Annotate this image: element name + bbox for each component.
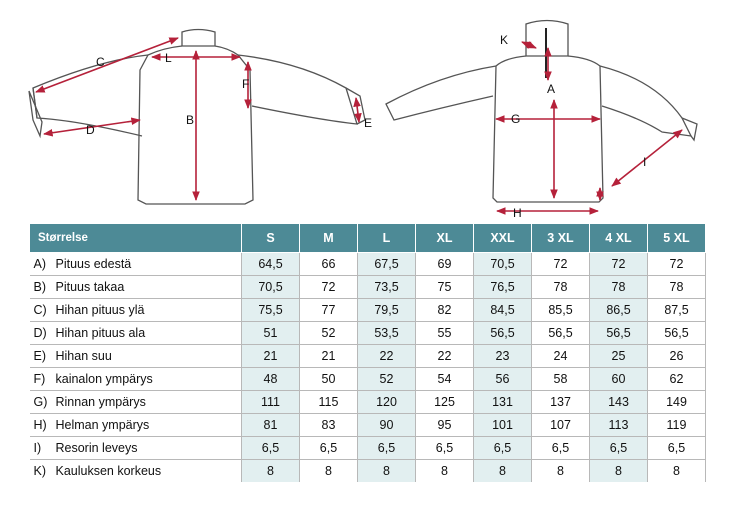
table-cell: 76,5 — [474, 276, 532, 299]
row-measure-name: Resorin leveys — [55, 441, 138, 455]
table-cell: 90 — [358, 414, 416, 437]
row-measure-name: Hihan pituus ylä — [55, 303, 145, 317]
measure-k-line — [522, 42, 536, 48]
measure-i-line — [612, 130, 682, 186]
table-row — [30, 391, 706, 414]
row-letter: B) — [33, 280, 46, 294]
table-cell: 95 — [416, 414, 474, 437]
table-cell: 6,5 — [590, 437, 648, 460]
table-row — [30, 253, 706, 276]
table-cell: 8 — [416, 460, 474, 483]
table-cell: 21 — [300, 345, 358, 368]
table-cell: 143 — [590, 391, 648, 414]
table-cell: 24 — [532, 345, 590, 368]
row-measure-name: Hihan pituus ala — [55, 326, 146, 340]
table-cell: 86,5 — [590, 299, 648, 322]
table-cell: 56,5 — [590, 322, 648, 345]
header-size-5xl: 5 XL — [648, 224, 706, 253]
label-d: D — [86, 123, 95, 137]
table-cell: 115 — [300, 391, 358, 414]
table-cell: 70,5 — [242, 276, 300, 299]
label-i: I — [643, 155, 647, 169]
table-cell: 53,5 — [358, 322, 416, 345]
row-label — [30, 276, 242, 299]
table-cell: 23 — [474, 345, 532, 368]
row-measure-name: Rinnan ympärys — [55, 395, 146, 409]
table-cell: 22 — [358, 345, 416, 368]
table-row — [30, 437, 706, 460]
table-cell: 120 — [358, 391, 416, 414]
table-cell: 72 — [648, 253, 706, 276]
table-cell: 79,5 — [358, 299, 416, 322]
table-cell: 149 — [648, 391, 706, 414]
table-cell: 6,5 — [648, 437, 706, 460]
row-letter: F) — [33, 372, 46, 386]
table-row — [30, 414, 706, 437]
table-cell: 66 — [300, 253, 358, 276]
table-cell: 119 — [648, 414, 706, 437]
table-cell: 72 — [300, 276, 358, 299]
table-row — [30, 276, 706, 299]
table-cell: 6,5 — [416, 437, 474, 460]
label-k: K — [500, 33, 509, 47]
row-letter: C) — [33, 303, 47, 317]
front-measure-lines — [36, 38, 359, 200]
row-measure-name: Pituus takaa — [55, 280, 125, 294]
table-cell: 22 — [416, 345, 474, 368]
table-cell: 62 — [648, 368, 706, 391]
table-cell: 101 — [474, 414, 532, 437]
table-cell: 137 — [532, 391, 590, 414]
table-row — [30, 460, 706, 483]
row-letter: A) — [33, 257, 46, 271]
row-label — [30, 414, 242, 437]
row-letter: H) — [33, 418, 47, 432]
label-f: F — [242, 77, 250, 91]
row-letter: D) — [33, 326, 47, 340]
table-cell: 21 — [242, 345, 300, 368]
label-c: C — [96, 55, 105, 69]
table-cell: 8 — [532, 460, 590, 483]
label-a: A — [547, 82, 556, 96]
table-cell: 6,5 — [358, 437, 416, 460]
table-cell: 54 — [416, 368, 474, 391]
row-label — [30, 460, 242, 483]
table-cell: 60 — [590, 368, 648, 391]
table-cell: 56,5 — [648, 322, 706, 345]
table-cell: 6,5 — [242, 437, 300, 460]
table-cell: 55 — [416, 322, 474, 345]
size-table-header — [30, 224, 706, 253]
table-cell: 131 — [474, 391, 532, 414]
table-cell: 58 — [532, 368, 590, 391]
table-cell: 56 — [474, 368, 532, 391]
table-cell: 70,5 — [474, 253, 532, 276]
header-size-xl: XL — [416, 224, 474, 253]
row-label — [30, 299, 242, 322]
table-cell: 78 — [532, 276, 590, 299]
table-cell: 125 — [416, 391, 474, 414]
header-size-4xl: 4 XL — [590, 224, 648, 253]
table-cell: 26 — [648, 345, 706, 368]
table-cell: 84,5 — [474, 299, 532, 322]
table-cell: 6,5 — [532, 437, 590, 460]
table-cell: 87,5 — [648, 299, 706, 322]
header-size-3xl: 3 XL — [532, 224, 590, 253]
row-letter: E) — [33, 349, 46, 363]
size-chart-table — [29, 223, 706, 482]
table-cell: 8 — [474, 460, 532, 483]
table-cell: 85,5 — [532, 299, 590, 322]
row-letter: G) — [33, 395, 48, 409]
row-label — [30, 322, 242, 345]
table-cell: 75,5 — [242, 299, 300, 322]
label-b: B — [186, 113, 195, 127]
row-letter: I) — [33, 441, 42, 455]
label-g: G — [511, 112, 521, 126]
table-row — [30, 368, 706, 391]
table-cell: 51 — [242, 322, 300, 345]
table-cell: 83 — [300, 414, 358, 437]
row-label — [30, 437, 242, 460]
table-cell: 8 — [242, 460, 300, 483]
row-label — [30, 253, 242, 276]
table-cell: 67,5 — [358, 253, 416, 276]
row-label — [30, 368, 242, 391]
table-cell: 52 — [358, 368, 416, 391]
table-cell: 8 — [590, 460, 648, 483]
size-table-body — [30, 253, 706, 483]
label-e: E — [364, 116, 373, 130]
table-row — [30, 322, 706, 345]
label-l: L — [165, 51, 172, 65]
table-cell: 25 — [590, 345, 648, 368]
table-cell: 6,5 — [474, 437, 532, 460]
table-cell: 72 — [532, 253, 590, 276]
table-cell: 6,5 — [300, 437, 358, 460]
header-size-label: Størrelse — [30, 224, 242, 253]
row-label — [30, 391, 242, 414]
header-size-xxl: XXL — [474, 224, 532, 253]
header-size-s: S — [242, 224, 300, 253]
table-cell: 48 — [242, 368, 300, 391]
table-cell: 52 — [300, 322, 358, 345]
table-cell: 75 — [416, 276, 474, 299]
header-size-m: M — [300, 224, 358, 253]
row-measure-name: Helman ympärys — [55, 418, 150, 432]
table-row — [30, 345, 706, 368]
table-cell: 8 — [300, 460, 358, 483]
garment-diagram — [0, 0, 732, 222]
label-h: H — [513, 206, 522, 220]
measure-c-line — [36, 38, 178, 92]
row-measure-name: Kauluksen korkeus — [55, 464, 162, 478]
table-cell: 81 — [242, 414, 300, 437]
row-measure-name: Hihan suu — [55, 349, 112, 363]
table-cell: 69 — [416, 253, 474, 276]
table-cell: 113 — [590, 414, 648, 437]
table-cell: 64,5 — [242, 253, 300, 276]
table-cell: 56,5 — [532, 322, 590, 345]
table-cell: 82 — [416, 299, 474, 322]
table-cell: 107 — [532, 414, 590, 437]
table-cell: 8 — [358, 460, 416, 483]
table-cell: 8 — [648, 460, 706, 483]
table-cell: 72 — [590, 253, 648, 276]
back-measure-lines — [496, 28, 682, 211]
table-cell: 73,5 — [358, 276, 416, 299]
table-cell: 78 — [590, 276, 648, 299]
table-cell: 50 — [300, 368, 358, 391]
table-row — [30, 299, 706, 322]
table-cell: 77 — [300, 299, 358, 322]
table-cell: 111 — [242, 391, 300, 414]
front-jacket-outline — [29, 30, 365, 205]
measure-e-line — [356, 98, 359, 122]
row-measure-name: kainalon ympärys — [55, 372, 153, 386]
row-letter: K) — [33, 464, 46, 478]
row-measure-name: Pituus edestä — [55, 257, 132, 271]
table-cell: 78 — [648, 276, 706, 299]
header-size-l: L — [358, 224, 416, 253]
back-jacket-outline — [386, 21, 697, 203]
row-label — [30, 345, 242, 368]
table-cell: 56,5 — [474, 322, 532, 345]
